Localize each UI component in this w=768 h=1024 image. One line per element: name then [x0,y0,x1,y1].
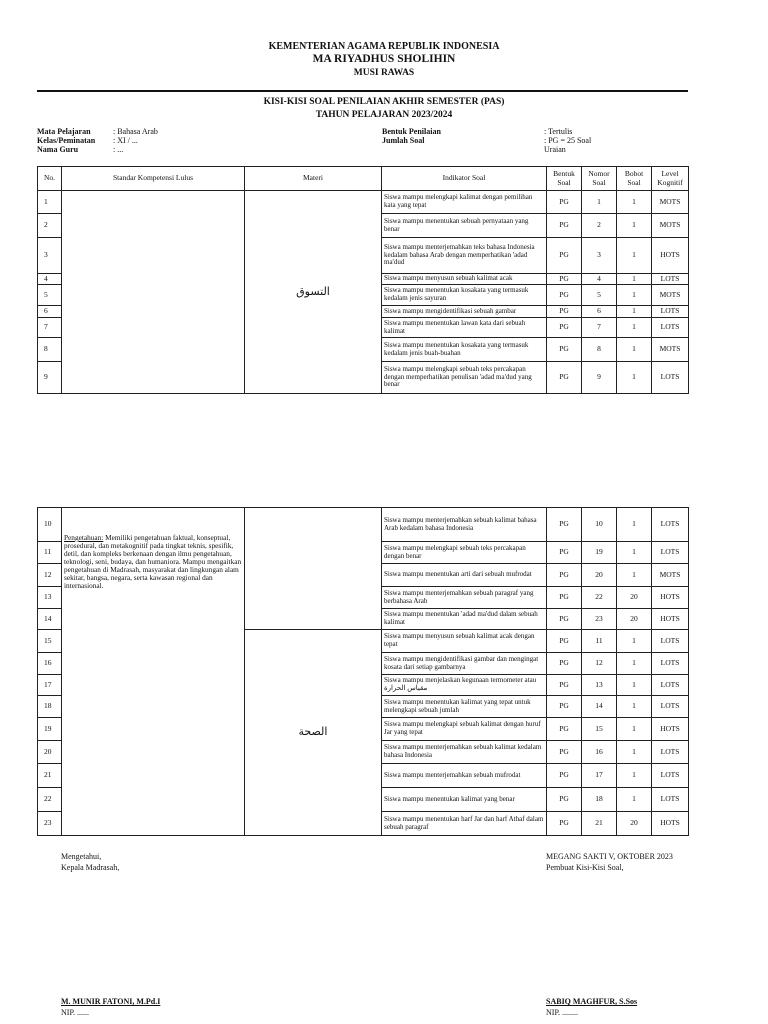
cell-bobot: 1 [617,318,652,338]
table-row [38,191,689,214]
cell-bentuk: PG [547,542,582,564]
cell-nomor: 23 [582,609,617,630]
cell-indikator: Siswa mampu menentukan 'adad ma'dud dalam sebuah kalimat [382,609,547,630]
cell-bobot: 1 [617,741,652,764]
cell-bentuk: PG [547,238,582,274]
meta-value-class: : XI / ... [113,136,138,145]
meta-value-teacher: : ... [113,145,124,154]
meta-left [37,127,158,154]
cell-nomor: 19 [582,542,617,564]
cell-no: 17 [38,675,62,696]
col-header-bobot: Bobot Soal [617,167,652,191]
cell-bentuk: PG [547,191,582,214]
cell-nomor: 6 [582,306,617,318]
cell-indikator: Siswa mampu menjelaskan kegunaan termometer atau مقياس الحرارة [382,675,547,696]
cell-no: 11 [38,542,62,564]
cell-bentuk: PG [547,696,582,718]
cell-indikator: Siswa mampu menyusun sebuah kalimat acak [382,274,547,285]
col-header-materi: Materi [245,167,382,191]
cell-level: HOTS [652,609,689,630]
cell-level: LOTS [652,696,689,718]
cell-no: 20 [38,741,62,764]
ministry-title: KEMENTERIAN AGAMA REPUBLIK INDONESIA [268,41,500,52]
cell-bentuk: PG [547,362,582,394]
document-title: KISI-KISI SOAL PENILAIAN AKHIR SEMESTER (PAS) [263,97,505,107]
cell-level: LOTS [652,274,689,285]
cell-bentuk: PG [547,285,582,306]
cell-nomor: 5 [582,285,617,306]
cell-nomor: 4 [582,274,617,285]
cell-bentuk: PG [547,812,582,836]
cell-level: MOTS [652,191,689,214]
cell-nomor: 11 [582,630,617,653]
cell-level: LOTS [652,306,689,318]
cell-no: 19 [38,718,62,741]
cell-indikator: Siswa mampu menentukan lawan kata dari sebuah kalimat [382,318,547,338]
meta-key-teacher: Nama Guru [37,145,79,154]
cell-level: LOTS [652,318,689,338]
cell-bobot: 1 [617,306,652,318]
cell-nomor: 8 [582,338,617,362]
cell-bentuk: PG [547,788,582,812]
cell-bobot: 20 [617,587,652,609]
cell-bobot: 1 [617,630,652,653]
cell-bobot: 1 [617,274,652,285]
cell-no: 10 [38,508,62,542]
cell-nomor: 9 [582,362,617,394]
cell-no: 14 [38,609,62,630]
cell-indikator: Siswa mampu menyusun sebuah kalimat acak dengan tepat [382,630,547,653]
table-body-page2 [38,508,689,836]
table-body-page1 [38,191,689,394]
cell-indikator: Siswa mampu menentukan kalimat yang tepat untuk melengkapi sebuah jumlah [382,696,547,718]
meta-key-subject: Mata Pelajaran [37,127,91,136]
cell-bobot: 1 [617,764,652,788]
cell-nomor: 18 [582,788,617,812]
cell-level: LOTS [652,630,689,653]
signature-right-name-block [546,996,637,1018]
academic-year: TAHUN PELAJARAN 2023/2024 [315,110,453,120]
cell-level: MOTS [652,338,689,362]
cell-nomor: 1 [582,191,617,214]
cell-bobot: 1 [617,788,652,812]
cell-nomor: 13 [582,675,617,696]
cell-bentuk: PG [547,587,582,609]
cell-indikator: Siswa mampu menterjemahkan sebuah kalimat kedalam bahasa Indonesia [382,741,547,764]
cell-level: HOTS [652,718,689,741]
cell-indikator: Siswa mampu melengkapi sebuah teks percakapan dengan benar [382,542,547,564]
cell-no: 15 [38,630,62,653]
cell-no: 5 [38,285,62,306]
cell-bentuk: PG [547,741,582,764]
cell-indikator: Siswa mampu mengidentifikasi gambar dan mengingat kosata dari setiap gambarnya [382,653,547,675]
cell-bentuk: PG [547,214,582,238]
cell-level: LOTS [652,764,689,788]
cell-bobot: 1 [617,338,652,362]
cell-skl [62,508,245,836]
school-name: MA RIYADHUS SHOLIHIN [312,53,456,65]
cell-no: 2 [38,214,62,238]
cell-bobot: 1 [617,362,652,394]
cell-nomor: 15 [582,718,617,741]
cell-level: LOTS [652,653,689,675]
cell-bentuk: PG [547,318,582,338]
cell-no: 9 [38,362,62,394]
cell-level: LOTS [652,542,689,564]
cell-level: LOTS [652,362,689,394]
cell-bobot: 1 [617,542,652,564]
cell-bentuk: PG [547,564,582,587]
cell-no: 6 [38,306,62,318]
cell-level: LOTS [652,675,689,696]
cell-bentuk: PG [547,274,582,285]
sig-left-line2: Kepala Madrasah, [61,863,120,872]
cell-indikator: Siswa mampu menentukan kosakata yang termasuk kedalam jenis sayuran [382,285,547,306]
cell-nomor: 12 [582,653,617,675]
meta-key-assessment: Bentuk Penilaian [382,127,441,136]
cell-indikator: Siswa mampu menterjemahkan sebuah kalimat bahasa Arab kedalam bahasa Indonesia [382,508,547,542]
grid-table-page1 [37,166,689,394]
cell-nomor: 21 [582,812,617,836]
cell-indikator: Siswa mampu menterjemahkan teks bahasa Indonesia kedalam bahasa Arab dengan memperhatikan 'adad ma'dud [382,238,547,274]
meta-value-assessment: : Tertulis [544,127,573,136]
cell-bentuk: PG [547,508,582,542]
meta-right [382,127,591,154]
cell-no: 22 [38,788,62,812]
cell-level: HOTS [652,587,689,609]
cell-level: HOTS [652,238,689,274]
cell-bobot: 1 [617,191,652,214]
cell-nomor: 20 [582,564,617,587]
cell-bobot: 1 [617,214,652,238]
cell-no: 16 [38,653,62,675]
cell-nomor: 14 [582,696,617,718]
cell-materi: التسوق [245,191,382,394]
meta-key-class: Kelas/Peminatan [37,136,96,145]
cell-level: MOTS [652,564,689,587]
skl-text: Memiliki pengetahuan faktual, konseptual, prosedural, dan metakognitif pada tingkat teknis, spesifik, detil, dan kompleks berkenaan dengan ilmu pengetahuan, teknologi, seni, budaya, dan humaniora. Mampu mengaitkan pengetahuan di Madrasah, masyarakat dan lingkungan alam sekitar, bangsa, negara, serta kawasan regional dan internasional. [64,533,242,590]
cell-nomor: 22 [582,587,617,609]
cell-bobot: 1 [617,675,652,696]
cell-indikator: Siswa mampu menentukan kosakata yang termasuk kedalam jenis buah-buahan [382,338,547,362]
col-header-skl: Standar Kompetensi Lulus [62,167,245,191]
cell-level: LOTS [652,788,689,812]
cell-bobot: 1 [617,718,652,741]
principal-nip: NIP. ...... [61,1008,90,1017]
cell-bobot: 1 [617,564,652,587]
cell-no: 7 [38,318,62,338]
cell-nomor: 3 [582,238,617,274]
cell-nomor: 7 [582,318,617,338]
cell-bobot: 1 [617,238,652,274]
cell-bentuk: PG [547,338,582,362]
skl-label: Pengetahuan: [64,533,104,542]
cell-skl [62,191,245,394]
cell-bentuk: PG [547,653,582,675]
cell-bobot: 1 [617,696,652,718]
author-name: SABIQ MAGHFUR, S.Sos [546,997,638,1006]
cell-no: 1 [38,191,62,214]
cell-bobot: 20 [617,812,652,836]
meta-value-subject: : Bahasa Arab [113,127,158,136]
grid-table-page2 [37,507,689,836]
cell-indikator: Siswa mampu mengidentifikasi sebuah gambar [382,306,547,318]
cell-bentuk: PG [547,630,582,653]
meta-value-question-count: : PG = 25 Soal [544,136,592,145]
cell-indikator: Siswa mampu menentukan sebuah pernyataan yang benar [382,214,547,238]
cell-level: MOTS [652,285,689,306]
cell-indikator: Siswa mampu melengkapi sebuah kalimat dengan huruf Jar yang tepat [382,718,547,741]
cell-no: 18 [38,696,62,718]
cell-nomor: 16 [582,741,617,764]
cell-bobot: 1 [617,653,652,675]
cell-bobot: 1 [617,285,652,306]
cell-level: MOTS [652,214,689,238]
cell-indikator: Siswa mampu menentukan kalimat yang benar [382,788,547,812]
col-header-indikator: Indikator Soal [382,167,547,191]
cell-indikator: Siswa mampu menterjemahkan sebuah paragraf yang berbahasa Arab [382,587,547,609]
cell-no: 3 [38,238,62,274]
meta-key-essay [382,145,544,154]
cell-no: 23 [38,812,62,836]
sig-right-line1: MEGANG SAKTI V, OKTOBER 2023 [546,852,673,861]
cell-nomor: 17 [582,764,617,788]
cell-no: 13 [38,587,62,609]
cell-bentuk: PG [547,718,582,741]
author-nip: NIP. ........ [546,1008,579,1017]
signature-left-name-block [61,996,160,1018]
cell-level: HOTS [652,812,689,836]
cell-bobot: 1 [617,508,652,542]
cell-level: LOTS [652,741,689,764]
sig-right-line2: Pembuat Kisi-Kisi Soal, [546,863,624,872]
region-name: MUSI RAWAS [353,68,415,78]
cell-bentuk: PG [547,609,582,630]
cell-indikator: Siswa mampu melengkapi kalimat dengan pemilihan kata yang tepat [382,191,547,214]
header-divider [37,90,688,92]
meta-value-essay: Uraian [544,145,566,154]
cell-no: 8 [38,338,62,362]
cell-bobot: 20 [617,609,652,630]
sig-left-line1: Mengetahui, [61,852,102,861]
cell-no: 4 [38,274,62,285]
cell-no: 21 [38,764,62,788]
cell-indikator: Siswa mampu menterjemahkan sebuah mufrodat [382,764,547,788]
col-header-no: No. [38,167,62,191]
meta-key-question-count: Jumlah Soal [382,136,425,145]
col-header-nomor: Nomor Soal [582,167,617,191]
cell-level: LOTS [652,508,689,542]
signature-right [546,851,673,873]
col-header-level: Level Kognitif [652,167,689,191]
cell-nomor: 10 [582,508,617,542]
cell-nomor: 2 [582,214,617,238]
cell-indikator: Siswa mampu melengkapi sebuah teks percakapan dengan memperhatikan penulisan 'adad ma'dud yang benar [382,362,547,394]
cell-no: 12 [38,564,62,587]
cell-bentuk: PG [547,306,582,318]
cell-materi: الصحة [245,630,382,836]
cell-indikator: Siswa mampu menentukan arti dari sebuah mufrodat [382,564,547,587]
table-row [38,508,689,542]
cell-bentuk: PG [547,675,582,696]
cell-bentuk: PG [547,764,582,788]
col-header-bentuk: Bentuk Soal [547,167,582,191]
cell-materi [245,508,382,630]
principal-name: M. MUNIR FATONI, M.Pd.I [61,997,161,1006]
cell-indikator: Siswa mampu menentukan harf Jar dan harf Athaf dalam sebuah paragraf [382,812,547,836]
signature-left [61,851,119,873]
